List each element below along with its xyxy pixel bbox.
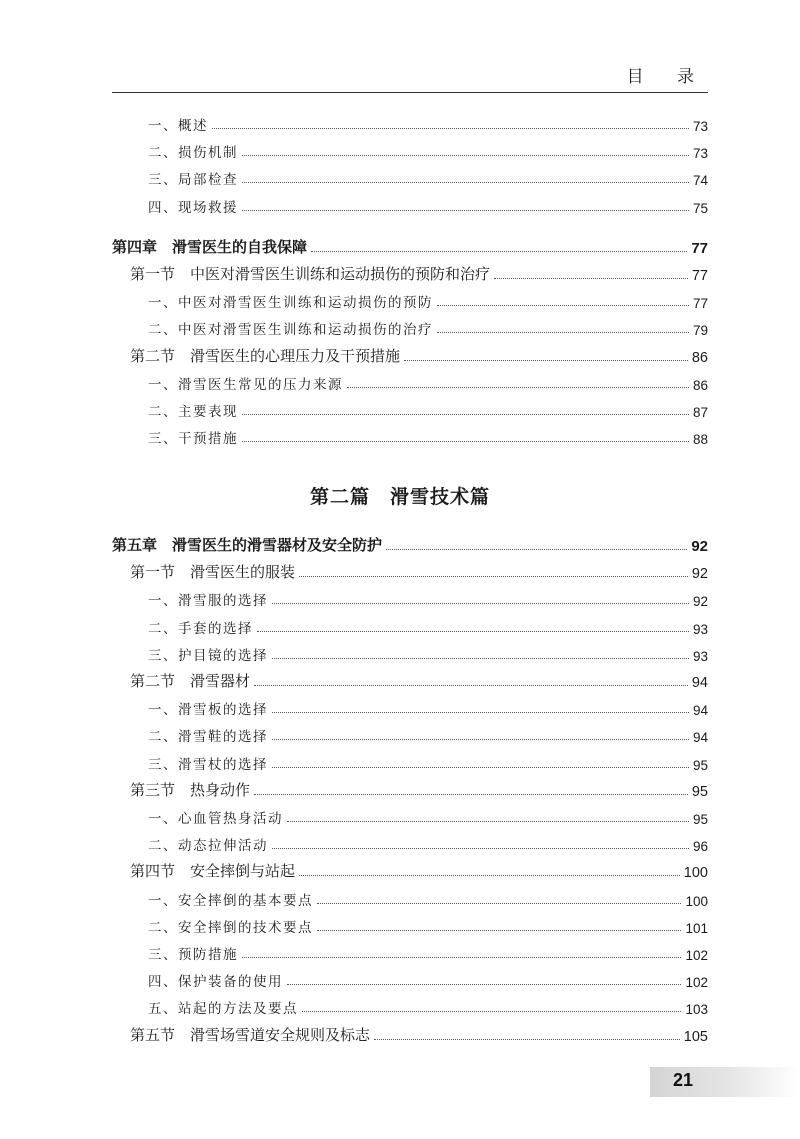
- part-title: 第二篇 滑雪技术篇: [309, 486, 490, 508]
- toc-item-row: [0, 421, 800, 447]
- toc-item-label: 一、安全摔倒的基本要点: [148, 892, 313, 909]
- toc-item-label: 一、滑雪板的选择: [148, 702, 268, 719]
- toc-item-label: 三、滑雪杖的选择: [148, 756, 268, 773]
- toc-page-number: 103: [685, 1002, 708, 1018]
- toc-section-label: 第五节 滑雪场雪道安全规则及标志: [130, 1025, 371, 1044]
- toc-chapter-row: [0, 231, 800, 257]
- toc-page-number: 95: [692, 757, 708, 773]
- toc-section-row: [0, 855, 800, 881]
- toc-page-number: 93: [692, 648, 708, 664]
- toc-page-number: 92: [691, 538, 708, 555]
- toc-item-label: 一、中医对滑雪医生训练和运动损伤的预防: [148, 295, 433, 312]
- dot-leader: [272, 848, 689, 849]
- toc-page-number: 77: [691, 268, 708, 284]
- toc-section-label: 第三节 热身动作: [130, 780, 251, 799]
- dot-leader: [242, 414, 689, 415]
- toc-item-label: 一、滑雪医生常见的压力来源: [148, 376, 343, 393]
- toc-page-number: 93: [692, 621, 708, 637]
- dot-leader: [242, 957, 681, 958]
- toc-section-row: [0, 1019, 800, 1045]
- toc-section-row: [0, 774, 800, 800]
- toc-page-number: 102: [685, 975, 708, 991]
- toc-item-row: [0, 828, 800, 854]
- dot-leader: [311, 251, 687, 252]
- toc-item-label: 一、滑雪服的选择: [148, 593, 268, 610]
- toc-item-label: 三、局部检查: [148, 172, 238, 189]
- toc-section-label: 第一节 中医对滑雪医生训练和运动损伤的预防和治疗: [130, 265, 491, 283]
- toc-page-number: 73: [692, 146, 708, 162]
- toc-item-label: 二、动态拉伸活动: [148, 838, 268, 855]
- toc-item-row: [0, 285, 800, 311]
- dot-leader: [347, 387, 689, 388]
- toc-page-number: 94: [692, 730, 708, 746]
- toc-item-row: [0, 135, 800, 161]
- toc-item-row: [0, 583, 800, 609]
- header-rule: [112, 92, 708, 93]
- toc-item-row: [0, 883, 800, 909]
- toc-section-label: 第一节 滑雪医生的服装: [130, 563, 296, 582]
- toc-page-number: 96: [692, 839, 708, 855]
- toc-item-row: [0, 964, 800, 990]
- toc-item-label: 二、中医对滑雪医生训练和运动损伤的治疗: [148, 322, 433, 339]
- toc-item-label: 三、预防措施: [148, 947, 238, 963]
- dot-leader: [287, 821, 689, 822]
- dot-leader: [299, 576, 688, 577]
- toc-section-label: 第二节 滑雪医生的心理压力及干预措施: [130, 346, 401, 365]
- dot-leader: [272, 739, 689, 740]
- dot-leader: [386, 549, 687, 550]
- toc-page-number: 77: [692, 296, 708, 312]
- toc-item-label: 三、护目镜的选择: [148, 647, 268, 664]
- toc-chapter-label: 第五章 滑雪医生的滑雪器材及安全防护: [112, 536, 383, 554]
- toc-item-label: 四、保护装备的使用: [148, 974, 283, 991]
- dot-leader: [287, 984, 681, 985]
- toc-page-number: 75: [692, 200, 708, 216]
- dot-leader: [494, 278, 688, 279]
- toc-item-row: [0, 937, 800, 963]
- toc-page-number: 95: [691, 783, 708, 800]
- toc-item-row: [0, 638, 800, 664]
- dot-leader: [272, 712, 689, 713]
- dot-leader: [257, 631, 689, 632]
- dot-leader: [254, 794, 688, 795]
- page-number: 21: [673, 1070, 694, 1090]
- dot-leader: [242, 210, 689, 211]
- toc-page-number: 74: [692, 173, 708, 189]
- toc-item-row: [0, 719, 800, 745]
- toc-section-row: [0, 556, 800, 582]
- dot-leader: [242, 155, 689, 156]
- toc-page-number: 86: [691, 349, 708, 366]
- dot-leader: [212, 128, 689, 129]
- toc-item-row: [0, 692, 800, 718]
- toc-item-label: 二、主要表现: [148, 404, 238, 420]
- toc-item-label: 一、概述: [148, 118, 208, 134]
- toc-page-number: 95: [692, 812, 708, 827]
- toc-item-label: 一、心血管热身活动: [148, 811, 283, 827]
- dot-leader: [302, 1011, 681, 1012]
- toc-section-row: [0, 258, 800, 284]
- toc-item-label: 四、现场救援: [148, 199, 238, 216]
- toc-page-number: 102: [685, 948, 708, 963]
- toc-section-label: 第四节 安全摔倒与站起: [130, 862, 296, 881]
- toc-item-row: [0, 162, 800, 188]
- toc-page-number: 77: [691, 239, 708, 257]
- dot-leader: [437, 332, 689, 333]
- dot-leader: [272, 603, 689, 604]
- toc-item-row: [0, 367, 800, 393]
- toc-item-row: [0, 394, 800, 420]
- toc-item-label: 二、手套的选择: [148, 620, 253, 637]
- toc-page-number: 94: [692, 703, 708, 719]
- dot-leader: [254, 685, 688, 686]
- toc-page-number: 92: [692, 594, 708, 610]
- dot-leader: [437, 305, 689, 306]
- toc-section-label: 第二节 滑雪器材: [130, 672, 251, 690]
- toc-item-row: [0, 108, 800, 134]
- toc-section-row: [0, 665, 800, 691]
- toc-item-row: [0, 991, 800, 1017]
- toc-page-number: 100: [685, 893, 708, 909]
- toc-page-number: 92: [691, 566, 708, 583]
- toc-item-row: [0, 747, 800, 773]
- dot-leader: [299, 875, 680, 876]
- dot-leader: [317, 903, 681, 904]
- toc-page-number: 101: [685, 920, 708, 936]
- toc-item-label: 二、损伤机制: [148, 145, 238, 162]
- dot-leader: [374, 1039, 680, 1040]
- toc-item-label: 三、干预措施: [148, 431, 238, 448]
- toc-page-number: 86: [692, 377, 708, 393]
- toc-page-number: 94: [691, 675, 708, 691]
- toc-page-number: 79: [692, 323, 708, 339]
- toc-page-number: 105: [683, 1028, 708, 1045]
- dot-leader: [272, 767, 689, 768]
- toc-chapter-label: 第四章 滑雪医生的自我保障: [112, 237, 308, 256]
- toc-page-number: 88: [692, 432, 708, 448]
- toc-item-row: [0, 312, 800, 338]
- dot-leader: [404, 360, 688, 361]
- toc-item-label: 二、滑雪鞋的选择: [148, 729, 268, 746]
- header-title: 目 录: [626, 67, 708, 87]
- toc-page-number: 100: [683, 865, 708, 882]
- dot-leader: [272, 658, 689, 659]
- toc-chapter-row: [0, 529, 800, 555]
- toc-item-row: [0, 190, 800, 216]
- toc-item-label: 二、安全摔倒的技术要点: [148, 919, 313, 936]
- toc-item-row: [0, 801, 800, 827]
- toc-item-row: [0, 910, 800, 936]
- toc-page-number: 73: [692, 119, 708, 134]
- toc-section-row: [0, 340, 800, 366]
- toc-page-number: 87: [692, 405, 708, 420]
- dot-leader: [242, 182, 689, 183]
- toc-item-row: [0, 611, 800, 637]
- dot-leader: [242, 441, 689, 442]
- dot-leader: [317, 930, 681, 931]
- toc-item-label: 五、站起的方法及要点: [148, 1001, 298, 1018]
